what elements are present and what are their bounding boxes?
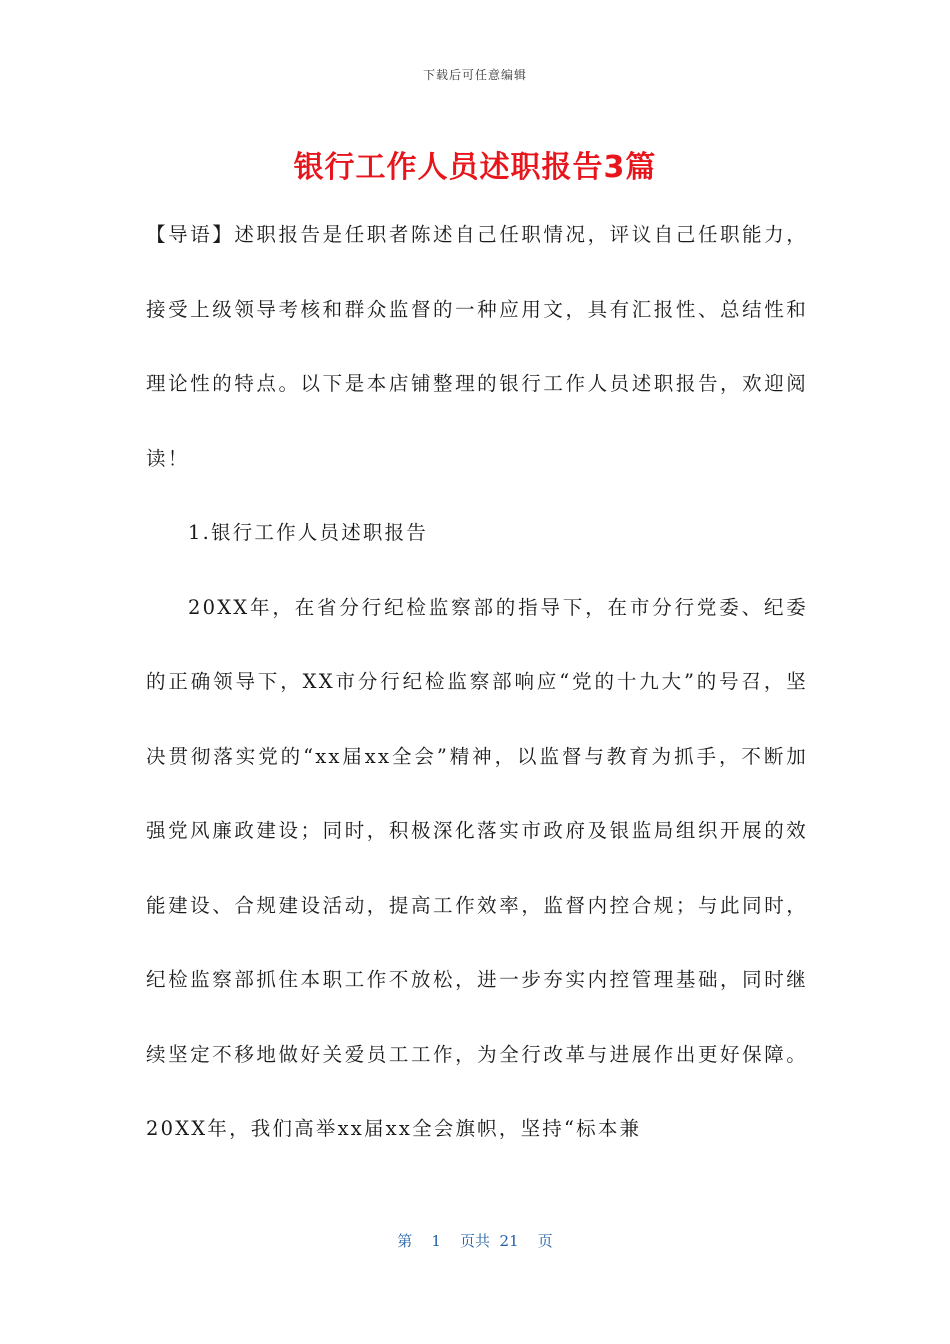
section-body-paragraph: 20XX年，在省分行纪检监察部的指导下，在市分行党委、纪委的正确领导下，XX市分行纪检监察部响应“党的十九大”的号召，坚决贯彻落实党的“xx届xx全会”精神，以监督与教育为抓手，不断加强党风廉政建设；同时，积极深化落实市政府及银监局组织开展的效能建设、合规建设活动，提高工作效率，监督内控合规；与此同时，纪检监察部抓住本职工作不放松，进一步夯实内控管理基础，同时继续坚定不移地做好关爱员工工作，为全行改革与进展作出更好保障。20XX年，我们高举xx届xx全会旗帜，坚持“标本兼: [146, 595, 808, 1140]
footer-current-page: 1: [431, 1232, 441, 1250]
document-title: 银行工作人员述职报告3篇: [293, 150, 657, 185]
page-footer: [0, 1230, 950, 1251]
section-heading: 1.银行工作人员述职报告: [188, 521, 429, 544]
footer-total-pages: 21: [499, 1232, 519, 1250]
intro-paragraph: 【导语】述职报告是任职者陈述自己任职情况，评议自己任职能力，接受上级领导考核和群众监督的一种应用文，具有汇报性、总结性和理论性的特点。以下是本店铺整理的银行工作人员述职报告，欢迎阅读！: [146, 223, 808, 470]
footer-page-prefix: 第: [397, 1232, 413, 1250]
footer-page-suffix: 页: [537, 1232, 553, 1250]
document-body: [146, 198, 808, 1167]
footer-page-mid: 页共: [459, 1232, 490, 1250]
header-note: 下载后可任意编辑: [422, 68, 527, 82]
